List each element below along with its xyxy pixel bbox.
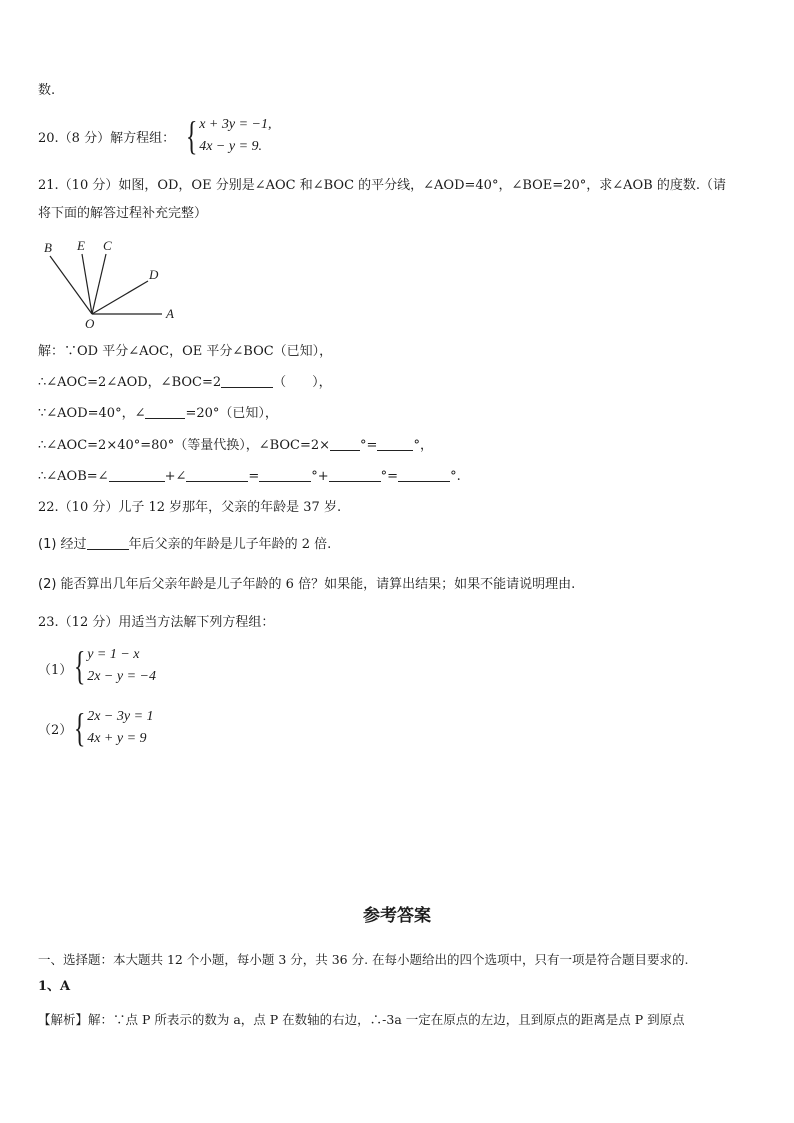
q23-s2-eq2: 4x + y = 9 [87,731,147,746]
q23-system1 [70,644,156,688]
q21-sol4 [38,436,433,455]
label-D: D [149,267,159,282]
label-C: C [103,238,112,253]
answers-line2: 1、A [38,979,71,994]
top-fragment: 数. [38,83,56,98]
blank[interactable] [377,436,413,451]
blank[interactable] [329,467,381,482]
q23-system2 [70,706,154,750]
q22-line1: 22.（10 分）儿子 12 岁那年，父亲的年龄是 37 岁. [38,500,342,515]
q23-s1-label: （1） [38,663,73,678]
q22-part2 [38,576,575,594]
q21-sol2 [38,373,332,392]
blank[interactable] [330,436,360,451]
label-E: E [77,238,85,253]
q22-part2-text: 能否算出几年后父亲年龄是儿子年龄的 6 倍？如果能，请算出结果；如果不能请说明理由. [56,577,576,592]
q21-sol3 [38,404,278,423]
q23-s1-eq1: y = 1 − x [87,647,140,662]
blank[interactable] [87,535,129,550]
blank[interactable] [145,404,185,419]
q21-sol4-tail: °， [413,438,433,453]
q21-sol3-text: ∵∠AOD=40°，∠ [38,406,146,421]
q23-line1: 23.（12 分）用适当方法解下列方程组： [38,615,275,630]
q21-sol5-text: ∴∠AOB=∠ [38,469,109,484]
q21-sol5-eq: = [248,469,260,484]
label-O: O [85,316,95,331]
q22-part1-text: 经过 [56,537,87,552]
q21-sol2-text: ∴∠AOC=2∠AOD，∠BOC=2 [38,375,222,390]
q22-part2-number: (2) [38,577,57,592]
q21-sol5-deg-eq: °= [380,469,399,484]
answers-title: 参考答案 [363,906,431,926]
q23-s1-eq2: 2x − y = −4 [87,669,156,684]
q21-line2: 将下面的解答过程补充完整） [38,206,208,221]
label-A: A [166,306,174,321]
blank[interactable] [109,467,165,482]
q20-eq2: 4x − y = 9. [199,139,263,154]
answers-line1: 一、选择题：本大题共 12 个小题，每小题 3 分，共 36 分. 在每小题给出的四个选项中，只有一项是符合题目要求的. [38,952,689,967]
q23-s2-eq1: 2x − 3y = 1 [87,709,154,724]
q21-sol4-mid: °= [360,438,378,453]
brace-icon: { [73,705,86,750]
blank[interactable] [259,467,311,482]
q22-part1-number: (1) [38,537,57,552]
blank[interactable] [221,373,273,388]
q23-s2-label: （2） [38,723,73,738]
answers-line3: 【解析】解：∵点 P 所表示的数为 a，点 P 在数轴的右边，∴-3a 一定在原点的左边，且到原点的距离是点 P 到原点 [38,1012,685,1027]
q21-sol5-plus: +∠ [164,469,187,484]
brace-icon: { [73,643,86,688]
q21-sol5-deg-plus: °+ [311,469,329,484]
blank[interactable] [186,467,248,482]
q21-line1: 21.（10 分）如图，OD，OE 分别是∠AOC 和∠BOC 的平分线，∠AOD=40°，∠BOE=20°，求∠AOB 的度数.（请 [38,178,726,193]
q20-prefix: 20.（8 分）解方程组： [38,131,176,146]
q21-sol4-text: ∴∠AOC=2×40°=80°（等量代换），∠BOC=2× [38,438,331,453]
blank[interactable] [398,467,450,482]
q21-sol5-tail: °. [450,469,461,484]
q21-sol1: 解：∵OD 平分∠AOC，OE 平分∠BOC（已知）， [38,344,333,359]
angle-figure [38,236,198,331]
q22-part1 [38,535,331,554]
label-B: B [44,240,52,255]
q22-part1-tail: 年后父亲的年龄是儿子年龄的 2 倍. [128,537,332,552]
q21-sol5 [38,467,461,486]
q20-equation-system [182,114,271,158]
brace-icon: { [185,113,198,158]
q21-sol3-tail: =20°（已知）， [185,406,278,421]
q20-eq1: x + 3y = −1, [199,117,272,132]
q21-sol2-reason: （ ）， [273,375,332,390]
